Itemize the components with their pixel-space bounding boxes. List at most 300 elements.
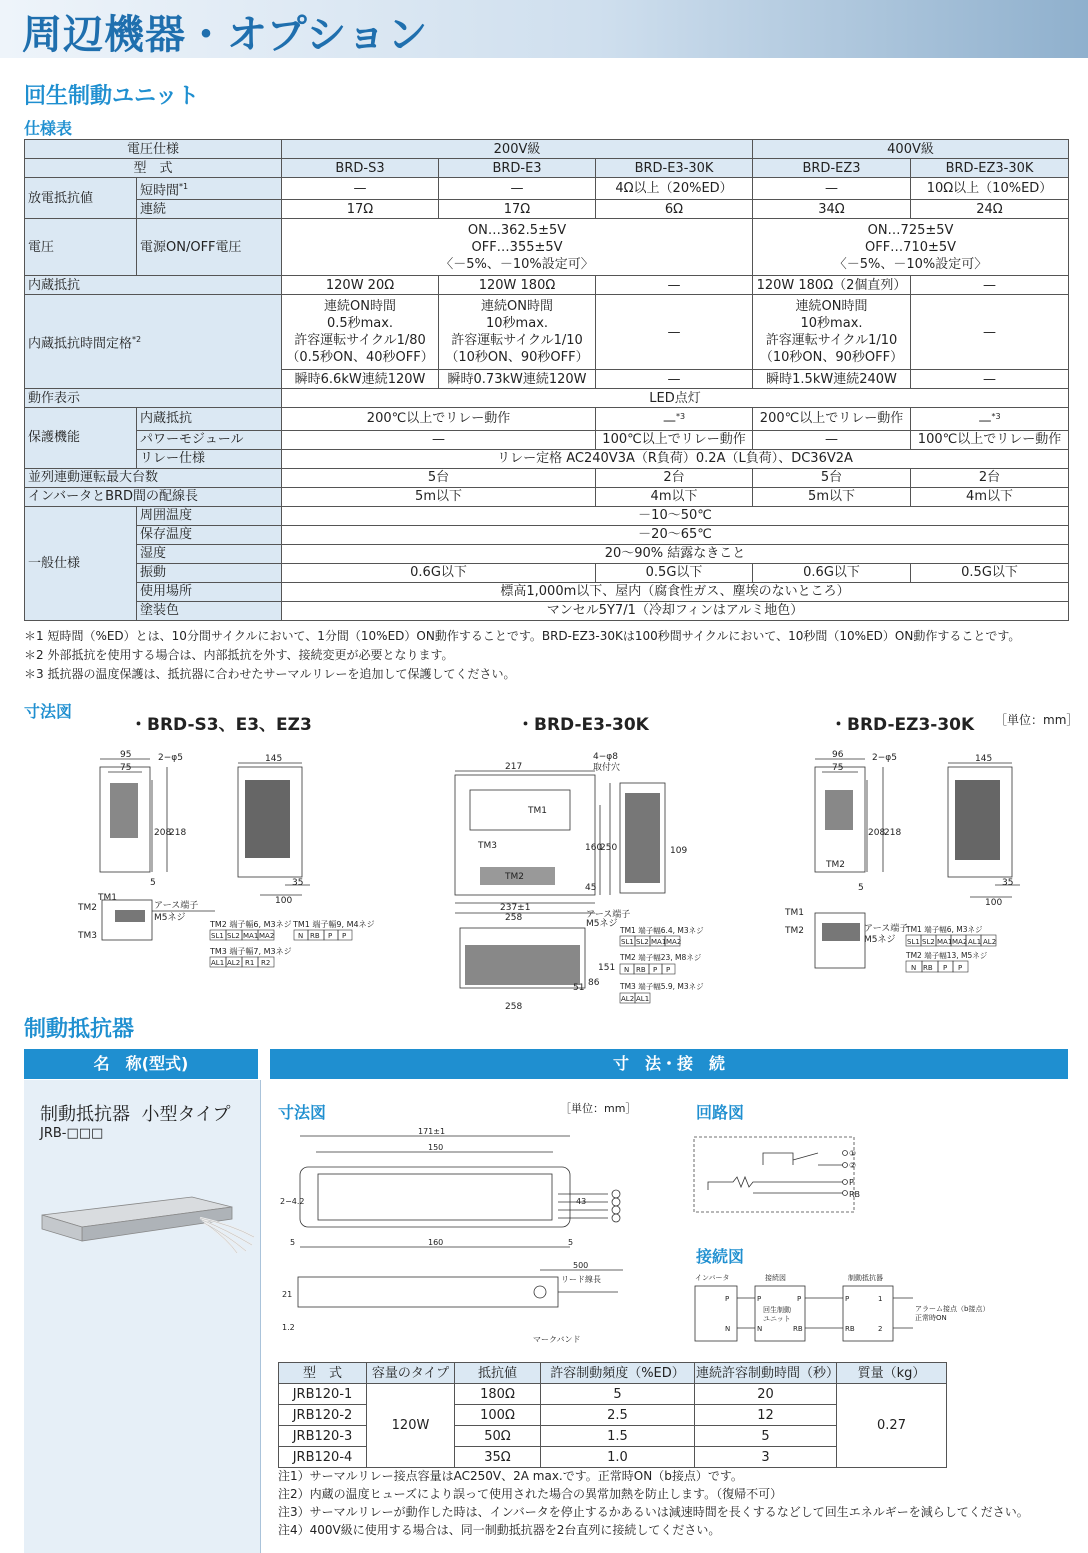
cell-line: 10秒max. — [800, 316, 863, 332]
dim-label: 100 — [275, 896, 293, 906]
table-row — [25, 408, 1069, 430]
table-cell — [753, 295, 911, 370]
table-cell: 100℃以上でリレー動作 — [911, 430, 1069, 449]
dim-label: TM2 — [826, 860, 845, 870]
dim-label: 217 — [505, 762, 523, 772]
dim-label: 4−φ8 — [593, 752, 618, 762]
jrb-side-outline — [298, 1277, 558, 1307]
table-cell — [282, 295, 439, 370]
dim-label: リード線長 — [561, 1275, 601, 1284]
jrb-model: JRB-□□□ — [40, 1126, 104, 1141]
footnote: ＊2 外部抵抗を使用する場合は、内部抵抗を外す、接続変更が必要となります。 — [24, 648, 454, 662]
table-cell: 17Ω — [439, 200, 596, 219]
dim-label: 109 — [670, 846, 688, 856]
table-row — [25, 506, 1069, 525]
term-spec: TM3 端子幅5.9, M3ネジ — [620, 982, 704, 991]
voltage-spec-header: 電圧仕様 — [25, 140, 282, 159]
table-row — [25, 449, 1069, 468]
table-cell: 17Ω — [282, 200, 439, 219]
terminal-label: MA2 — [952, 938, 968, 946]
terminal-label: N — [624, 966, 630, 974]
jrb-note: 注2）内蔵の温度ヒューズにより誤って使用された場合の異常加熱を防止します。（復帰不可） — [278, 1487, 783, 1501]
cell-line: 10秒max. — [486, 316, 549, 332]
term-spec: TM3 端子幅7, M3ネジ — [210, 947, 292, 956]
table-row — [25, 140, 1069, 159]
model-cell: BRD-S3 — [282, 159, 439, 178]
dim-label: M5ネジ — [864, 935, 896, 945]
row-sublabel: 保存温度 — [137, 525, 282, 544]
terminal-label: AL1 — [968, 938, 982, 946]
table-cell: 24Ω — [911, 200, 1069, 219]
table-row — [25, 200, 1069, 219]
name-panel — [24, 1080, 260, 1553]
row-label: 並列連動運転最大台数 — [25, 468, 282, 487]
terminal-label: MA1 — [937, 938, 953, 946]
footnote: ＊3 抵抗器の温度保護は、抵抗器に合わせたサーマルリレーを追加して保護してください。 — [24, 667, 516, 681]
table-cell: JRB120-3 — [279, 1426, 367, 1447]
header-cell: 抵抗値 — [455, 1363, 541, 1384]
dims-title-1: ・BRD-S3、E3、EZ3 — [130, 715, 312, 735]
terminal-label: P — [328, 932, 333, 940]
header-cell: 質量（kg） — [837, 1363, 947, 1384]
dim-label: 45 — [585, 883, 597, 893]
brd-ez3-30k-drawing — [780, 745, 1070, 985]
dim-label: 5 — [858, 883, 864, 893]
model-cell: BRD-EZ3 — [753, 159, 911, 178]
table-cell: マンセル5Y7/1（冷却フィンはアルミ地色） — [282, 601, 1069, 620]
table-row — [25, 159, 1069, 178]
terminal-label: SL2 — [636, 938, 649, 946]
table-row — [25, 544, 1069, 563]
dim-label: 250 — [600, 843, 618, 853]
cell-line: 連続ON時間 — [481, 299, 553, 315]
table-cell: 1.5 — [541, 1426, 695, 1447]
table-cell: 2台 — [596, 468, 753, 487]
table-cell: 瞬時1.5kW連続240W — [753, 370, 911, 389]
table-cell: 35Ω — [455, 1447, 541, 1468]
conn-label: N — [725, 1325, 731, 1333]
row-sublabel — [137, 178, 282, 200]
spec-table — [24, 139, 1069, 621]
dim-label: 160 — [428, 1238, 444, 1247]
note-mark: *3 — [991, 412, 1001, 422]
cell-line: ON…362.5±5V — [467, 222, 567, 238]
table-row — [279, 1363, 947, 1384]
class400-header: 400V級 — [753, 140, 1069, 159]
table-cell: — — [439, 178, 596, 200]
terminal-label: P — [958, 964, 963, 972]
model-header: 型 式 — [25, 159, 282, 178]
table-cell: LED点灯 — [282, 389, 1069, 408]
table-cell: — — [282, 178, 439, 200]
table-cell: 3 — [695, 1447, 837, 1468]
dim-label: 96 — [832, 750, 844, 760]
table-row — [279, 1384, 947, 1405]
brd-section-title: 回生制動ユニット — [24, 84, 200, 109]
connection-title: 接続図 — [696, 1247, 745, 1266]
jrb-dimension-drawing — [278, 1122, 638, 1352]
class200-header: 200V級 — [282, 140, 753, 159]
table-cell — [282, 219, 753, 276]
cell-line: 連続ON時間 — [324, 299, 396, 315]
table-cell: 100℃以上でリレー動作 — [596, 430, 753, 449]
dim-label: 2−φ5 — [872, 753, 897, 763]
circuit-terminal: RB — [849, 1190, 861, 1199]
circuit-terminal: ① — [849, 1149, 857, 1158]
dim-label: 5 — [290, 1238, 296, 1247]
jrb-table — [278, 1362, 947, 1468]
table-cell: 2台 — [911, 468, 1069, 487]
cell-line: （0.5秒ON、40秒OFF） — [286, 350, 434, 366]
jrb-top-outline — [300, 1167, 570, 1227]
terminal-label: AL1 — [636, 995, 650, 1003]
jrb-note: 注1）サーマルリレー接点容量はAC250V、2A max.です。正常時ON（b接点）です。 — [278, 1469, 743, 1483]
dim-label: 258 — [505, 1002, 523, 1012]
table-cell: — — [596, 276, 753, 295]
jrb-section-title: 制動抵抗器 — [24, 1017, 135, 1042]
dim-label: 218 — [884, 828, 902, 838]
band-name: 名 称(型式) — [24, 1049, 258, 1079]
table-row — [25, 582, 1069, 601]
term-spec: TM2 端子幅6, M3ネジ — [210, 920, 292, 929]
conn-label: P — [725, 1295, 730, 1303]
note-mark: *3 — [675, 412, 686, 422]
table-row — [25, 563, 1069, 582]
dim-label: 500 — [573, 1261, 589, 1270]
table-cell: 0.27 — [837, 1384, 947, 1468]
table-cell: 12 — [695, 1405, 837, 1426]
table-cell: 0.5G以下 — [596, 563, 753, 582]
dim-label: TM2 — [505, 872, 524, 882]
conn-label: ユニット — [763, 1315, 791, 1323]
cell-line: （10秒ON、90秒OFF） — [759, 350, 904, 366]
conn-label: RB — [845, 1325, 855, 1333]
terminal-label: R2 — [261, 959, 271, 967]
table-cell: 4m以下 — [911, 487, 1069, 506]
table-cell: 5台 — [753, 468, 911, 487]
conn-label: アラーム接点（b接点） — [915, 1305, 990, 1313]
terminal-label: AL1 — [211, 959, 225, 967]
row-sublabel: 電源ON/OFF電圧 — [137, 219, 282, 276]
term-spec: TM1 端子幅6.4, M3ネジ — [620, 926, 704, 935]
table-cell: 5m以下 — [282, 487, 596, 506]
table-cell: 瞬時0.73kW連続120W — [439, 370, 596, 389]
cell-line: ON…725±5V — [867, 222, 954, 238]
dim-label: 151 — [598, 963, 616, 973]
table-cell: 2.5 — [541, 1405, 695, 1426]
header-cell: 容量のタイプ — [367, 1363, 455, 1384]
conn-label: 接続図 — [765, 1274, 786, 1282]
table-cell: 瞬時6.6kW連続120W — [282, 370, 439, 389]
table-cell: — — [753, 430, 911, 449]
note-mark: *1 — [179, 182, 189, 191]
table-row — [25, 389, 1069, 408]
conn-label: 正常時ON — [915, 1314, 947, 1322]
table-cell: 標高1,000m以下、屋内（腐食性ガス、塵埃のないところ） — [282, 582, 1069, 601]
table-cell: — — [911, 276, 1069, 295]
jrb-note: 注3）サーマルリレーが動作した時は、インバータを停止するかあるいは減速時間を長くするなどして回生エネルギーを減らしてください。 — [278, 1505, 1029, 1519]
dim-label: 145 — [975, 754, 993, 764]
dim-label: TM2 — [785, 926, 804, 936]
dim-label: TM1 — [785, 908, 804, 918]
brd-e3-30k-drawing — [450, 745, 720, 1015]
conn-label: N — [757, 1325, 763, 1333]
table-cell: 20 — [695, 1384, 837, 1405]
dim-label: マークバンド — [533, 1335, 581, 1344]
table-cell: — — [282, 430, 596, 449]
table-cell: －10～50℃ — [282, 506, 1069, 525]
dim-label: TM1 — [98, 893, 117, 903]
dim-label: 100 — [985, 898, 1003, 908]
term-spec: TM2 端子幅13, M5ネジ — [906, 951, 988, 960]
circuit-terminal: P — [849, 1178, 854, 1187]
table-cell — [439, 295, 596, 370]
conn-label: RB — [793, 1325, 803, 1333]
table-row — [25, 430, 1069, 449]
dim-label: 208 — [868, 828, 886, 838]
model-cell: BRD-E3-30K — [596, 159, 753, 178]
dim-label: アース端子 — [586, 910, 631, 920]
cell-line: 許容運転サイクル1/10 — [451, 333, 583, 349]
terminal-label: RB — [310, 932, 320, 940]
table-cell: 4m以下 — [596, 487, 753, 506]
row-sublabel: パワーモジュール — [137, 430, 282, 449]
table-row — [25, 276, 1069, 295]
table-cell: — — [911, 370, 1069, 389]
terminal-label: P — [653, 966, 658, 974]
cell-line: OFF…710±5V — [864, 239, 957, 255]
conn-label: 制動抵抗器 — [848, 1274, 883, 1282]
table-cell: JRB120-2 — [279, 1405, 367, 1426]
table-row — [25, 468, 1069, 487]
conn-label: P — [757, 1295, 762, 1303]
footnote: ＊1 短時間（%ED）とは、10分間サイクルにおいて、1分間（10%ED）ON動作することです。BRD-EZ3-30Kは100秒間サイクルにおいて、10秒間（10%ED）ON動作することです。 — [24, 629, 1021, 643]
dim-label: 145 — [265, 754, 283, 764]
terminal-label: P — [666, 966, 671, 974]
table-cell: 50Ω — [455, 1426, 541, 1447]
row-label: 電圧 — [25, 219, 137, 276]
dims-title: 寸法図 — [24, 702, 73, 721]
row-sublabel: 内蔵抵抗 — [137, 408, 282, 430]
dim-label: 取付穴 — [593, 763, 621, 773]
circuit-diagram — [693, 1135, 873, 1215]
terminal-label: MA1 — [651, 938, 667, 946]
brd-s3-drawing — [70, 745, 390, 985]
row-label: インバータとBRD間の配線長 — [25, 487, 282, 506]
dim-label: 160 — [585, 843, 603, 853]
spec-title: 仕様表 — [24, 119, 73, 138]
row-label: 放電抵抗値 — [25, 178, 137, 219]
header-cell: 許容制動頻度（%ED） — [541, 1363, 695, 1384]
cell-line: 〈－5%、－10%設定可〉 — [833, 256, 988, 272]
jrb-dim-title: 寸法図 — [278, 1103, 327, 1122]
table-cell: 120W 20Ω — [282, 276, 439, 295]
cell-text: — — [662, 413, 676, 429]
terminal-label: P — [342, 932, 347, 940]
dim-label: 208 — [154, 828, 172, 838]
dim-label: M5ネジ — [154, 913, 186, 923]
dim-label: 75 — [832, 763, 844, 773]
dim-label: 51 — [573, 983, 585, 993]
dim-label: 218 — [169, 828, 187, 838]
page-title: 周辺機器・オプション — [22, 12, 429, 58]
row-label: 動作表示 — [25, 389, 282, 408]
table-cell — [911, 408, 1069, 430]
terminal-label: RB — [923, 964, 933, 972]
dims-title-3: ・BRD-EZ3-30K — [830, 715, 975, 735]
dim-label: 86 — [588, 978, 600, 988]
table-cell: 0.6G以下 — [753, 563, 911, 582]
dim-label: 150 — [428, 1143, 444, 1152]
conn-label: P — [845, 1295, 850, 1303]
terminal-label: SL1 — [211, 932, 224, 940]
dim-label: 171±1 — [418, 1127, 446, 1136]
row-sublabel: 湿度 — [137, 544, 282, 563]
terminal-label: N — [298, 932, 304, 940]
table-cell: JRB120-1 — [279, 1384, 367, 1405]
dim-label: M5ネジ — [586, 919, 618, 929]
dim-label: TM1 — [528, 806, 547, 816]
table-row — [25, 295, 1069, 370]
terminal-label: MA2 — [666, 938, 682, 946]
dims-unit: ［単位：mm］ — [995, 713, 1079, 727]
table-cell: 5 — [541, 1384, 695, 1405]
table-cell: 4Ω以上（20%ED） — [596, 178, 753, 200]
cell-line: （10秒ON、90秒OFF） — [445, 350, 589, 366]
table-cell: 6Ω — [596, 200, 753, 219]
dim-label: TM2 — [78, 903, 97, 913]
cell-line: 許容運転サイクル1/10 — [765, 333, 898, 349]
row-label — [25, 295, 282, 389]
table-row — [25, 601, 1069, 620]
table-cell: 5台 — [282, 468, 596, 487]
term-spec: TM1 端子幅6, M3ネジ — [906, 925, 983, 934]
table-cell: 20～90% 結露なきこと — [282, 544, 1069, 563]
table-row — [25, 178, 1069, 200]
table-cell: 100Ω — [455, 1405, 541, 1426]
table-cell: — — [596, 295, 753, 370]
terminal-label: SL1 — [621, 938, 634, 946]
header-cell: 連続許容制動時間（秒） — [695, 1363, 837, 1384]
conn-label: 2 — [878, 1325, 883, 1333]
cell-line: OFF…355±5V — [471, 239, 563, 255]
table-row — [25, 219, 1069, 276]
terminal-label: RB — [636, 966, 646, 974]
table-cell: 5m以下 — [753, 487, 911, 506]
table-row — [25, 487, 1069, 506]
table-cell: 120W 180Ω — [439, 276, 596, 295]
dim-label: 35 — [1002, 878, 1014, 888]
terminal-label: MA2 — [259, 932, 275, 940]
table-cell: 200℃以上でリレー動作 — [753, 408, 911, 430]
table-cell — [753, 219, 1069, 276]
dim-label: 258 — [505, 913, 523, 923]
circuit-title: 回路図 — [696, 1103, 745, 1122]
model-cell: BRD-EZ3-30K — [911, 159, 1069, 178]
table-cell: 1.0 — [541, 1447, 695, 1468]
dim-label: 75 — [120, 763, 132, 773]
table-cell: 10Ω以上（10%ED） — [911, 178, 1069, 200]
terminal-label: SL2 — [922, 938, 935, 946]
conn-label: インバータ — [695, 1274, 730, 1282]
header-cell: 型 式 — [279, 1363, 367, 1384]
dim-label: 237±1 — [500, 903, 531, 913]
row-sublabel: 塗装色 — [137, 601, 282, 620]
cell-line: 許容運転サイクル1/80 — [294, 333, 426, 349]
dim-label: 35 — [292, 878, 304, 888]
conn-label: P — [797, 1295, 802, 1303]
terminal-label: SL2 — [227, 932, 240, 940]
connection-diagram — [693, 1268, 1033, 1344]
dim-label: アース端子 — [154, 901, 199, 911]
dim-label: 2−φ5 — [158, 753, 183, 763]
dim-label: 5 — [568, 1238, 574, 1247]
cell-text: — — [978, 413, 992, 429]
table-cell — [596, 408, 753, 430]
rating-label: 内蔵抵抗時間定格 — [28, 336, 133, 352]
band-dimensions: 寸 法・接 続 — [270, 1049, 1068, 1079]
table-cell: 5 — [695, 1426, 837, 1447]
panel-divider — [260, 1080, 261, 1553]
table-cell: 120W 180Ω（2個直列） — [753, 276, 911, 295]
table-cell: 120W — [367, 1384, 455, 1468]
conn-label: 回生制動 — [763, 1306, 791, 1314]
dim-label: アース端子 — [864, 924, 909, 934]
circuit-terminal: ② — [849, 1161, 857, 1170]
table-cell: 200℃以上でリレー動作 — [282, 408, 596, 430]
row-sublabel: 振動 — [137, 563, 282, 582]
dim-label: TM3 — [478, 841, 497, 851]
terminal-label: P — [943, 964, 948, 972]
jrb-unit: ［単位：mm］ — [560, 1102, 637, 1115]
row-label: 保護機能 — [25, 408, 137, 468]
terminal-label: N — [911, 964, 917, 972]
jrb-name: 制動抵抗器 小型タイプ — [40, 1104, 231, 1125]
table-cell: リレー定格 AC240V3A（R負荷）0.2A（L負荷）、DC36V2A — [282, 449, 1069, 468]
terminal-label: AL2 — [983, 938, 997, 946]
dim-label: 21 — [282, 1290, 293, 1299]
table-cell: — — [911, 295, 1069, 370]
model-cell: BRD-E3 — [439, 159, 596, 178]
dim-label: 2−4.2 — [280, 1197, 305, 1206]
dim-label: 1.2 — [282, 1323, 295, 1332]
table-cell: －20～65℃ — [282, 525, 1069, 544]
terminal-label: AL2 — [621, 995, 635, 1003]
row-sublabel: 周囲温度 — [137, 506, 282, 525]
terminal-label: SL1 — [907, 938, 920, 946]
dim-label: 43 — [576, 1197, 587, 1206]
table-row — [25, 525, 1069, 544]
row-label: 一般仕様 — [25, 506, 137, 620]
resistor-photo — [32, 1185, 257, 1255]
row-sublabel: 連続 — [137, 200, 282, 219]
conn-label: 1 — [878, 1295, 883, 1303]
table-cell: JRB120-4 — [279, 1447, 367, 1468]
term-spec: TM2 端子幅23, M8ネジ — [620, 953, 702, 962]
dim-label: 95 — [120, 750, 132, 760]
terminal-label: R1 — [245, 959, 255, 967]
note-mark: *2 — [132, 335, 142, 345]
table-cell: — — [596, 370, 753, 389]
jrb-note: 注4）400V級に使用する場合は、同一制動抵抗器を2台直列に接続してください。 — [278, 1523, 721, 1537]
table-cell: 34Ω — [753, 200, 911, 219]
cell-line: 〈－5%、－10%設定可〉 — [440, 256, 594, 272]
terminal-label: AL2 — [227, 959, 241, 967]
table-cell: — — [753, 178, 911, 200]
term-spec: TM1 端子幅9, M4ネジ — [293, 920, 375, 929]
cell-line: 0.5秒max. — [326, 316, 394, 332]
cell-line: 連続ON時間 — [795, 299, 868, 315]
